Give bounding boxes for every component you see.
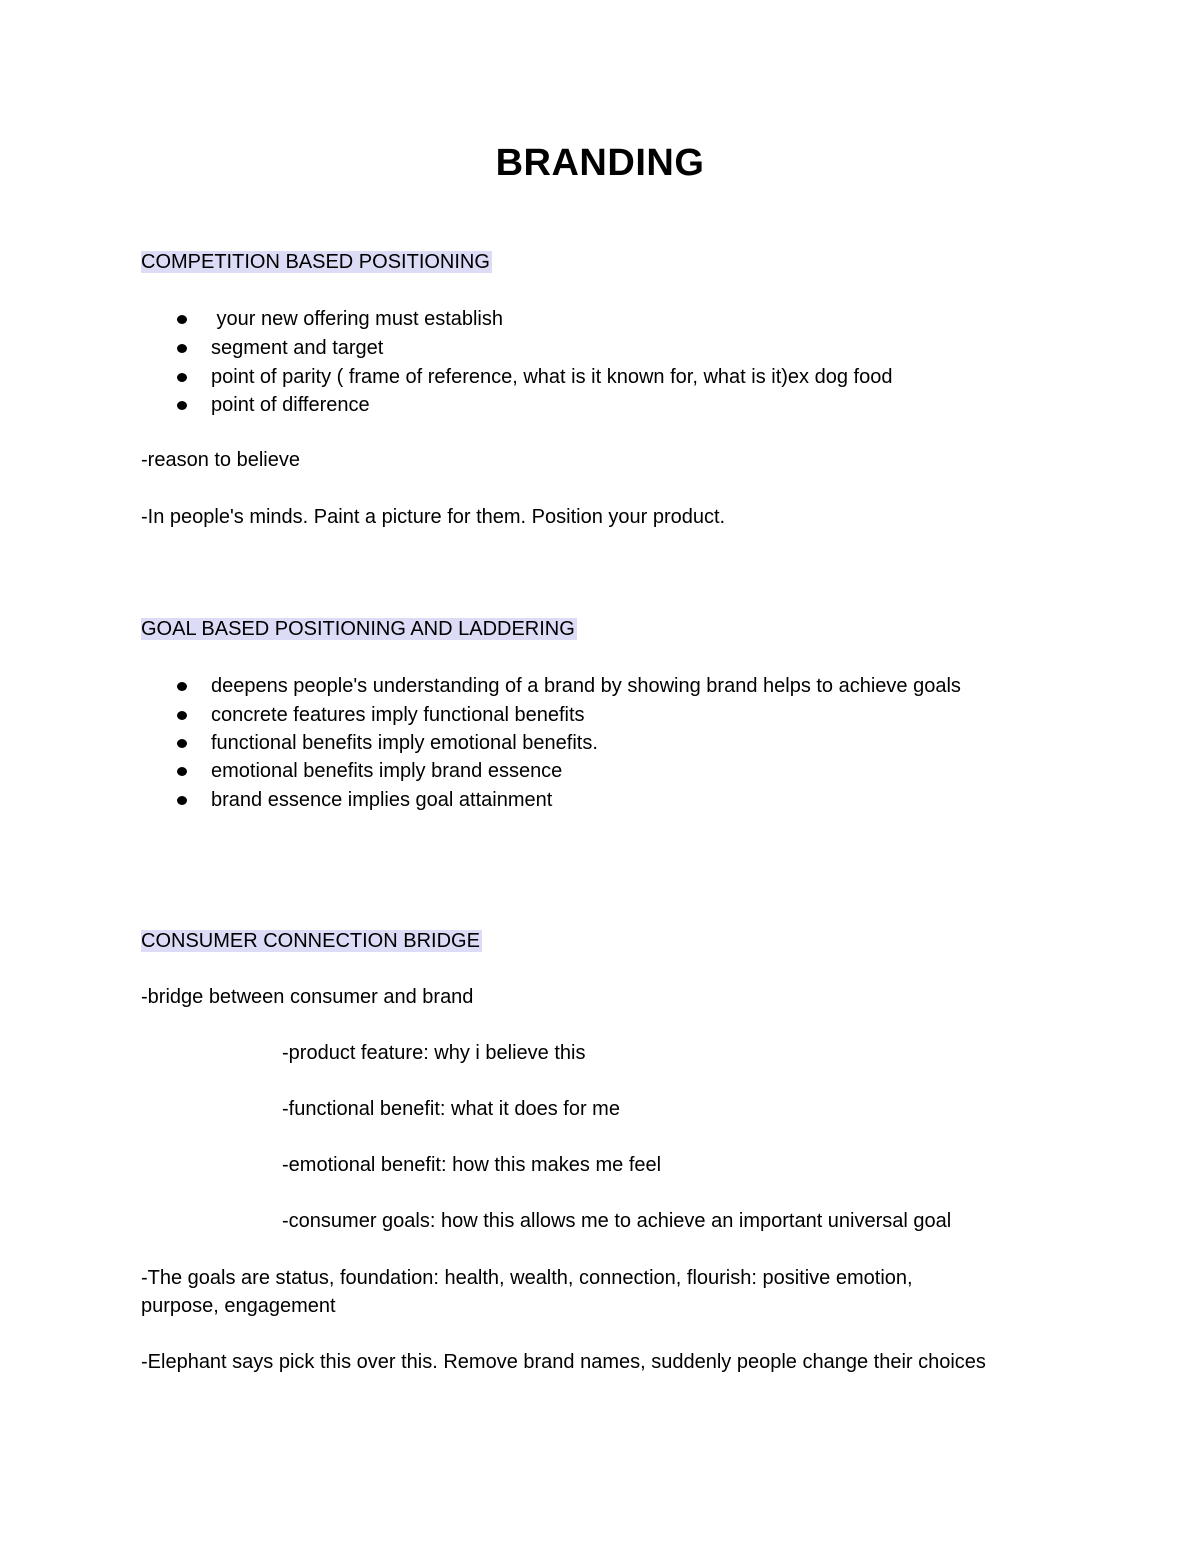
heading-highlight: CONSUMER CONNECTION BRIDGE	[141, 930, 480, 952]
list-item-text: emotional benefits imply brand essence	[211, 760, 563, 782]
bullet-icon	[177, 344, 187, 353]
note-text: -The goals are status, foundation: health, wealth, connection, flourish: positive emotion,	[141, 1267, 913, 1289]
section-heading-consumer-bridge	[141, 927, 482, 955]
list-item-text: point of difference	[211, 394, 370, 416]
bullet-icon	[177, 373, 187, 382]
intro-text: -bridge between consumer and brand	[141, 986, 474, 1008]
note-text: -reason to believe	[141, 449, 300, 471]
note-text: -In people's minds. Paint a picture for them. Position your product.	[141, 506, 726, 528]
bullet-icon	[177, 767, 187, 776]
list-item-text: deepens people's understanding of a brand by showing brand helps to achieve goals	[211, 675, 961, 697]
bullet-icon	[177, 739, 187, 748]
section-heading-goal	[141, 615, 577, 643]
bullet-icon	[177, 682, 187, 691]
heading-highlight: COMPETITION BASED POSITIONING	[141, 251, 490, 273]
indented-text: -emotional benefit: how this makes me feel	[282, 1154, 662, 1176]
note-text: purpose, engagement	[141, 1295, 336, 1317]
list-item-text: concrete features imply functional benefits	[211, 704, 585, 726]
list-item-text: your new offering must establish	[211, 308, 504, 330]
note-text: -Elephant says pick this over this. Remove brand names, suddenly people change their choices	[141, 1351, 986, 1373]
document-title: BRANDING	[495, 142, 705, 184]
list-item-text: functional benefits imply emotional benefits.	[211, 732, 598, 754]
indented-text: -consumer goals: how this allows me to achieve an important universal goal	[282, 1210, 952, 1232]
bullet-icon	[177, 315, 187, 324]
section-heading-competition	[141, 248, 492, 276]
bullet-icon	[177, 401, 187, 410]
heading-highlight: GOAL BASED POSITIONING AND LADDERING	[141, 618, 575, 640]
bullet-icon	[177, 711, 187, 720]
bullet-icon	[177, 796, 187, 805]
list-item-text: point of parity ( frame of reference, what is it known for, what is it)ex dog food	[211, 366, 893, 388]
indented-text: -functional benefit: what it does for me	[282, 1098, 620, 1120]
list-item-text: brand essence implies goal attainment	[211, 789, 553, 811]
indented-text: -product feature: why i believe this	[282, 1042, 586, 1064]
list-item-text: segment and target	[211, 337, 384, 359]
